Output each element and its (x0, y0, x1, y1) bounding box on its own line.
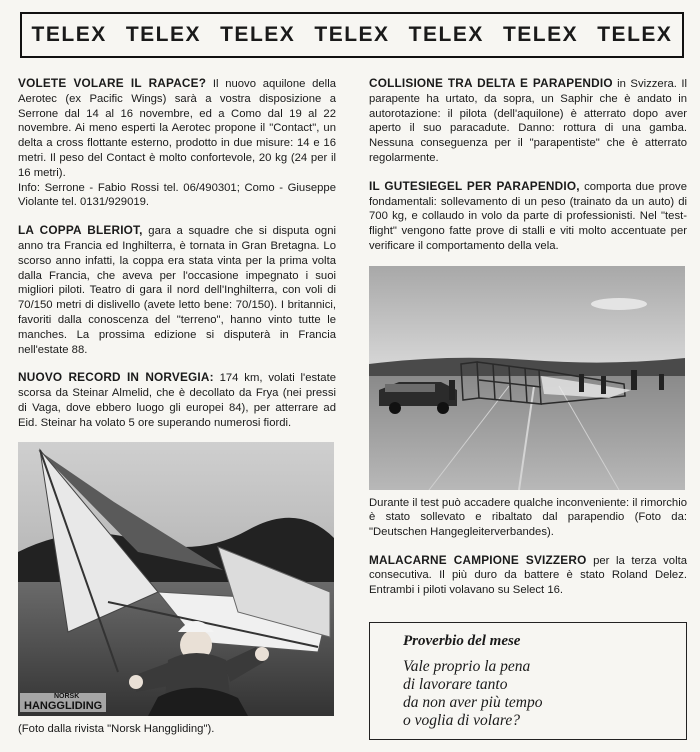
article-record (18, 370, 336, 430)
article-body: gara a squadre che si disputa ogni anno tra Francia ed Inghilterra, è tornata in Gran Bretagna. Lo scorso anno infatti, la coppa era stata vinta per la prima volta dalla Francia, che aveva per l'occasione impegnato i suoi migliori piloti. Teatro di gara il nord dell'Inghilterra, con voli di 70/150 metri di dislivello (avete letto bene: 70/150). I britannici, favoriti dalla conoscenza del "terreno", hanno vinto tutte le manches. La prossima edizione si disputerà in Francia nell'estate 88. (18, 225, 336, 356)
banner-word: TELEX (408, 23, 484, 46)
pilot-photo (18, 442, 334, 716)
banner-word: TELEX (314, 23, 390, 46)
banner-word: TELEX (597, 23, 673, 46)
article-headline: MALACARNE CAMPIONE SVIZZERO (369, 552, 587, 567)
banner-word: TELEX (125, 23, 202, 46)
article-body: Il nuovo aquilone della Aerotec (ex Pacific Wings) sarà a vostra disposizione a Serrone dal 14 al 16 novembre, ed a Como dal 19 al 22 novembre. Ai meno esperti la Aerotec propone il "Contact", un delta a cross flottante esterno, prodotto in due misure: 14 e 16 metri. Il peso del Contact è molto confortevole, 20 kg (24 per il 16 metri). (18, 78, 336, 179)
pilot-photo-caption: (Foto dalla rivista "Norsk Hanggliding"). (18, 722, 215, 735)
proverb-box (369, 622, 687, 740)
right-column (369, 76, 687, 611)
article-headline: IL GUTESIEGEL PER PARAPENDIO, (369, 178, 580, 193)
article-malacarne (369, 553, 687, 598)
proverb-title: Proverbio del mese (403, 633, 521, 649)
article-body: in Svizzera. Il parapente ha urtato, da sopra, un Saphir che è andato in autorotazione: il pilota (dell'aquilone) è atterrato dopo aver aperto il suo paracadute. Danno: rottura di una gamba. Nessuna conseguenza per il "parapentiste" che è atterrato regolarmente. (369, 78, 687, 164)
norsk-hanggliding-logo: NORSK HANGGLIDING (20, 693, 106, 712)
article-headline: LA COPPA BLERIOT, (18, 223, 143, 238)
proverb-line: di lavorare tanto (403, 676, 508, 693)
article-info: Info: Serrone - Fabio Rossi tel. 06/490301; Como - Giuseppe Violante tel. 0131/929019. (18, 181, 336, 209)
article-rapace (18, 76, 336, 181)
proverb-line: da non aver più tempo (403, 694, 543, 711)
banner-word: TELEX (31, 23, 107, 46)
pilot-photo-illustration (18, 442, 334, 716)
telex-banner (20, 12, 684, 58)
article-headline: NUOVO RECORD IN NORVEGIA: (18, 370, 214, 385)
article-collisione (369, 76, 687, 166)
article-headline: COLLISIONE TRA DELTA E PARAPENDIO (369, 76, 613, 90)
article-body: per la terza volta consecutiva. Il più duro da battere è stato Roland Delez. Entrambi i piloti volavano su Select 16. (369, 554, 688, 597)
banner-word: TELEX (220, 23, 296, 46)
article-body: comporta due prove fondamentali: sollevamento di un peso (trainato da un auto) di 700 kg, e collaudo in volo da parte di professionisti. Nel "test-flight" vengono fatte prove di stalli e viti molto accentuate per verificare il comportamento della vela. (369, 180, 687, 252)
proverb-line: o voglia di volare? (403, 712, 520, 729)
proverb-line: Vale proprio la pena (403, 658, 531, 675)
article-gutesiegel (369, 179, 687, 254)
test-photo-caption: Durante il test può accadere qualche inconveniente: il rimorchio è stato sollevato e ribaltato dal parapendio (Foto da: "Deutschen Hangegleiterverbandes). (369, 496, 687, 538)
article-coppa (18, 223, 336, 357)
left-column (18, 76, 336, 749)
test-photo (369, 266, 685, 490)
article-body: 174 km, volati l'estate scorsa da Steinar Almelid, che è decollato da Frya (nei pressi di Vaga, dove ebbero luogo gli europei 84), per atterrare ad Eid. Steinar ha volato 5 ore superando numerosi fiordi. (18, 372, 336, 429)
banner-word: TELEX (502, 23, 579, 46)
test-photo-illustration (369, 266, 685, 490)
article-headline: VOLETE VOLARE IL RAPACE? (18, 76, 207, 90)
